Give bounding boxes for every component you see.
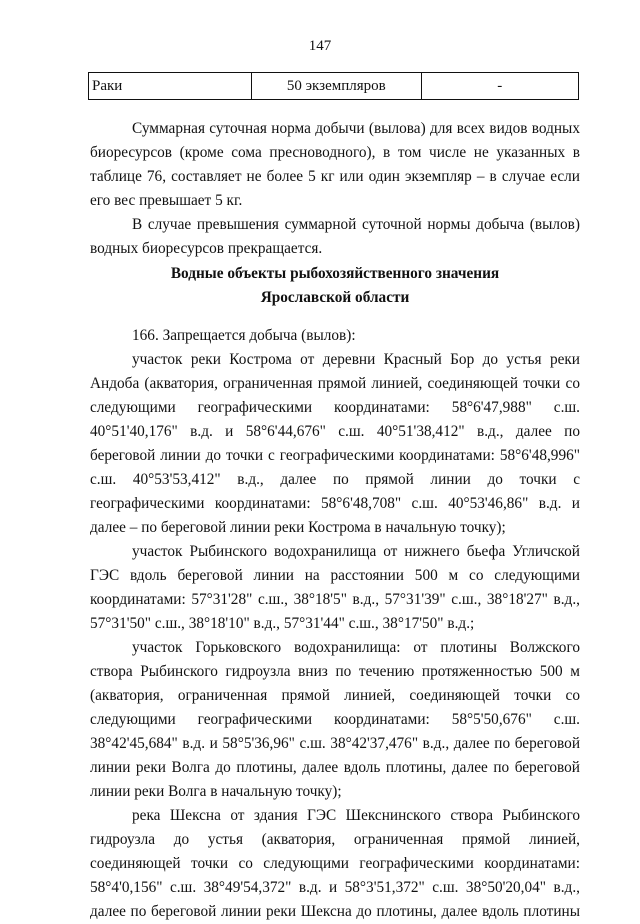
paragraph-kostroma-river: участок реки Кострома от деревни Красный Бор до устья реки Андоба (акватория, ограниченная прямой линией, соединяющей точки со следующими географическими координатами: 58°6'47,988" с.ш. 40°51'40,176" в.д. и 58°6'44,676" с.ш. 40°51'38,412" в.д., далее по береговой линии до точки с географическими координатами: 58°6'48,996" с.ш. 40°53'53,412" в.д., далее по прямой линии до точки с географическими координатами: 58°6'48,708" с.ш. 40°53'46,86" в.д. и далее – по береговой линии реки Кострома в начальную точку); xyxy=(90,351,580,536)
section-heading-line-2: Ярославской области xyxy=(260,289,410,306)
paragraph-clause-166: 166. Запрещается добыча (вылов): xyxy=(132,327,356,344)
paragraph-rybinsk-reservoir: участок Рыбинского водохранилища от нижнего бьефа Угличской ГЭС вдоль береговой линии на расстоянии 500 м со следующими координатами: 57°31'28" с.ш., 38°18'5" в.д., 57°31'39" с.ш., 38°18'27" в.д., 57°31'50" с.ш., 38°18'10" в.д., 57°31'44" с.ш., 38°17'50" в.д.; xyxy=(90,543,580,632)
intro-text xyxy=(90,117,580,261)
section-heading-line-1: Водные объекты рыбохозяйственного значения xyxy=(170,265,500,282)
table-cell-species: Раки xyxy=(89,73,252,100)
table-row xyxy=(89,73,579,100)
paragraph-sheksna-river: река Шексна от здания ГЭС Шекснинского створа Рыбинского гидроузла до устья (акватория, ограниченная прямой линией, соединяющей точки со следующими географическими координатами: 58°4'0,156" с.ш. 38°49'54,372" в.д. и 58°3'51,372" с.ш. 38°50'20,04" в.д., далее по береговой линии реки Шексна до плотины, далее вдоль плотины xyxy=(90,807,580,920)
paragraph-norm-exceeded: В случае превышения суммарной суточной нормы добыча (вылов) водных биоресурсов прекращается. xyxy=(90,216,580,257)
page-number: 147 xyxy=(308,38,332,54)
paragraph-total-daily-norm: Суммарная суточная норма добычи (вылова) для всех видов водных биоресурсов (кроме сома пресноводного), в том числе не указанных в таблице 76, составляет не более 5 кг или один экземпляр – в случае если его вес превышает 5 кг. xyxy=(90,120,580,209)
catch-norm-table xyxy=(88,72,579,100)
table-cell-extra: - xyxy=(421,73,578,100)
paragraph-gorky-reservoir: участок Горьковского водохранилища: от плотины Волжского створа Рыбинского гидроузла вниз по течению протяженностью 500 м (акватория, ограниченная прямой линией, соединяющей точки со следующими географическими координатами: 58°5'50,676" с.ш. 38°42'45,684" в.д. и 58°5'36,96" с.ш. 38°42'37,476" в.д., далее по береговой линии реки Волга до плотины, далее вдоль плотины, далее по береговой линии реки Волга в начальную точку); xyxy=(90,639,580,800)
section-heading xyxy=(90,262,580,310)
main-text xyxy=(90,324,580,924)
table-cell-norm: 50 экземпляров xyxy=(252,73,421,100)
